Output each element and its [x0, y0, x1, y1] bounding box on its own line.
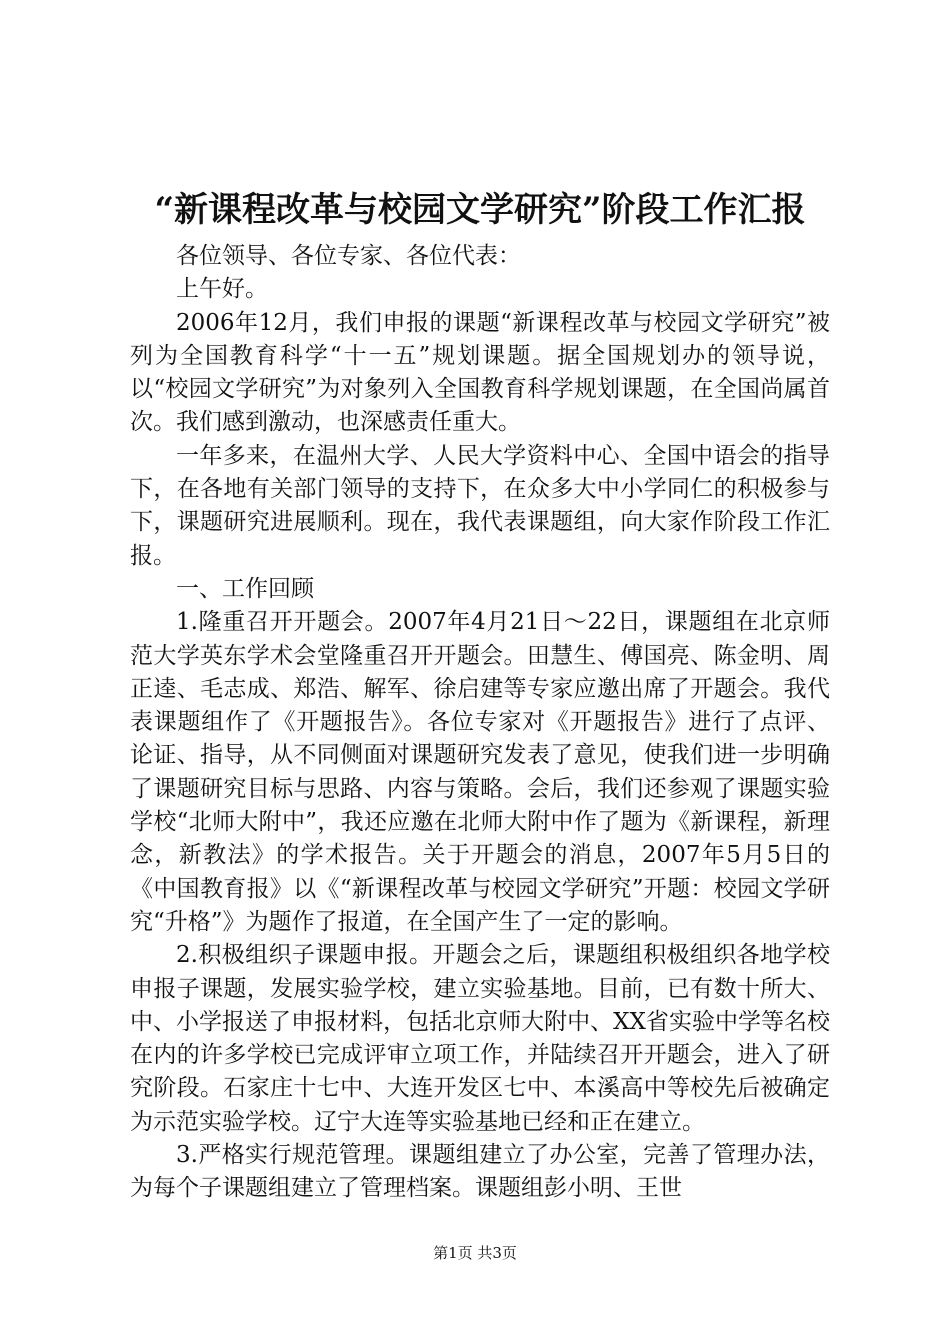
- paragraph: 一年多来，在温州大学、人民大学资料中心、全国中语会的指导下，在各地有关部门领导的支持下，在众多大中小学同仁的积极参与下，课题研究进展顺利。现在，我代表课题组，向大家作阶段工作汇报。: [130, 442, 830, 569]
- paragraph: 2006年12月，我们申报的课题“新课程改革与校园文学研究”被列为全国教育科学“十一五”规划课题。据全国规划办的领导说，以“校园文学研究”为对象列入全国教育科学规划课题，在全国尚属首次。我们感到激动，也深感责任重大。: [130, 309, 830, 436]
- salutation: 各位领导、各位专家、各位代表：: [176, 243, 521, 269]
- document-title: “新课程改革与校园文学研究”阶段工作汇报: [154, 190, 806, 230]
- document-body: [130, 240, 830, 1206]
- paragraph: 1.隆重召开开题会。2007年4月21日～22日，课题组在北京师范大学英东学术会堂隆重召开开题会。田慧生、傅国亮、陈金明、周正逵、毛志成、郑浩、解军、徐启建等专家应邀出席了开题会。我代表课题组作了《开题报告》。各位专家对《开题报告》进行了点评、论证、指导，从不同侧面对课题研究发表了意见，使我们进一步明确了课题研究目标与思路、内容与策略。会后，我们还参观了课题实验学校“北师大附中”，我还应邀在北师大附中作了题为《新课程，新理念，新教法》的学术报告。关于开题会的消息，2007年5月5日的《中国教育报》以《“新课程改革与校园文学研究”开题：校园文学研究“升格”》为题作了报道，在全国产生了一定的影响。: [130, 609, 830, 935]
- greeting: 上午好。: [176, 276, 268, 303]
- paragraph: 3.严格实行规范管理。课题组建立了办公室，完善了管理办法，为每个子课题组建立了管理档案。课题组彭小明、王世: [130, 1142, 830, 1202]
- section-heading: 一、工作回顾: [176, 575, 314, 602]
- page-footer: 第1页 共3页: [433, 1244, 517, 1262]
- paragraph: 2.积极组织子课题申报。开题会之后，课题组积极组织各地学校申报子课题，发展实验学校，建立实验基地。目前，已有数十所大、中、小学报送了申报材料，包括北京师大附中、XX省实验中学等名校在内的许多学校已完成评审立项工作，并陆续召开开题会，进入了研究阶段。石家庄十七中、大连开发区七中、本溪高中等校先后被确定为示范实验学校。辽宁大连等实验基地已经和正在建立。: [130, 942, 830, 1135]
